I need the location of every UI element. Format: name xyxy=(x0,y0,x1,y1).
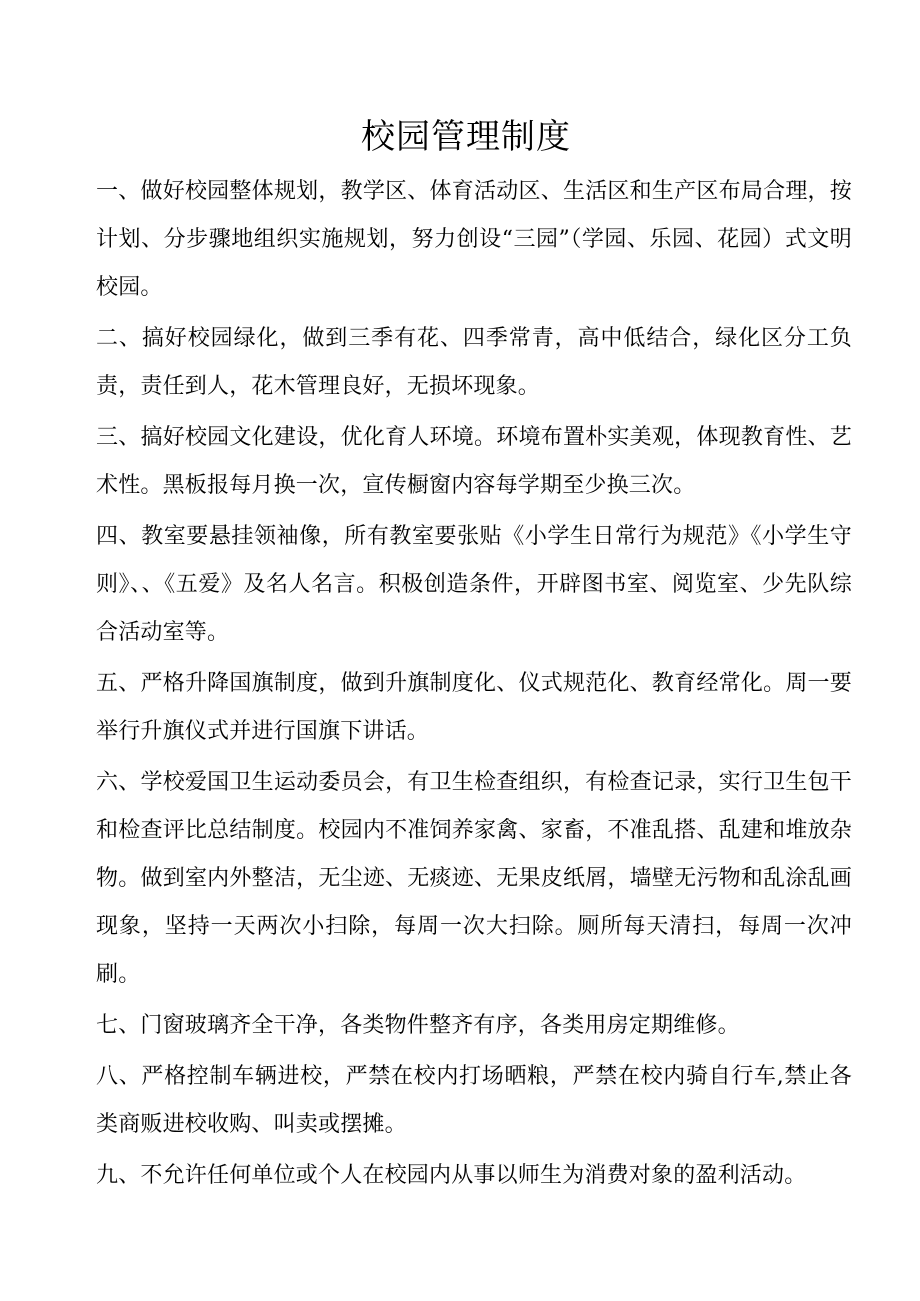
document-body xyxy=(96,168,852,1203)
paragraph-6: 六、学校爱国卫生运动委员会，有卫生检查组织，有检查记录，实行卫生包干和检查评比总结制度。校园内不准饲养家禽、家畜，不准乱搭、乱建和堆放杂物。做到室内外整洁，无尘迹、无痰迹、无果皮纸屑，墙壁无污物和乱涂乱画现象，坚持一天两次小扫除，每周一次大扫除。厕所每天清扫，每周一次冲刷。 xyxy=(96,770,852,987)
paragraph-8: 八、严格控制车辆进校，严禁在校内打场晒粮，严禁在校内骑自行车,禁止各类商贩进校收购、叫卖或摆摊。 xyxy=(96,1064,852,1137)
paragraph-9: 九、不允许任何单位或个人在校园内从事以师生为消费对象的盈利活动。 xyxy=(96,1163,807,1188)
paragraph-4: 四、教室要悬挂领袖像，所有教室要张贴《小学生日常行为规范》《小学生守则》、、《五爱》及名人名言。积极创造条件，开辟图书室、阅览室、少先队综合活动室等。 xyxy=(96,524,852,645)
paragraph-1: 一、做好校园整体规划，教学区、体育活动区、生活区和生产区布局合理，按计划、分步骤地组织实施规划，努力创设“三园”（学园、乐园、花园）式文明校园。 xyxy=(96,179,852,300)
document-title: 校园管理制度 xyxy=(361,117,571,157)
paragraph-5: 五、严格升降国旗制度，做到升旗制度化、仪式规范化、教育经常化。周一要举行升旗仪式并进行国旗下讲话。 xyxy=(96,671,852,744)
paragraph-3: 三、搞好校园文化建设，优化育人环境。环境布置朴实美观，体现教育性、艺术性。黑板报每月换一次，宣传橱窗内容每学期至少换三次。 xyxy=(96,425,852,498)
paragraph-7: 七、门窗玻璃齐全干净，各类物件整齐有序，各类用房定期维修。 xyxy=(96,1013,740,1038)
paragraph-2: 二、搞好校园绿化，做到三季有花、四季常青，高中低结合，绿化区分工负责，责任到人，花木管理良好，无损坏现象。 xyxy=(96,326,852,399)
